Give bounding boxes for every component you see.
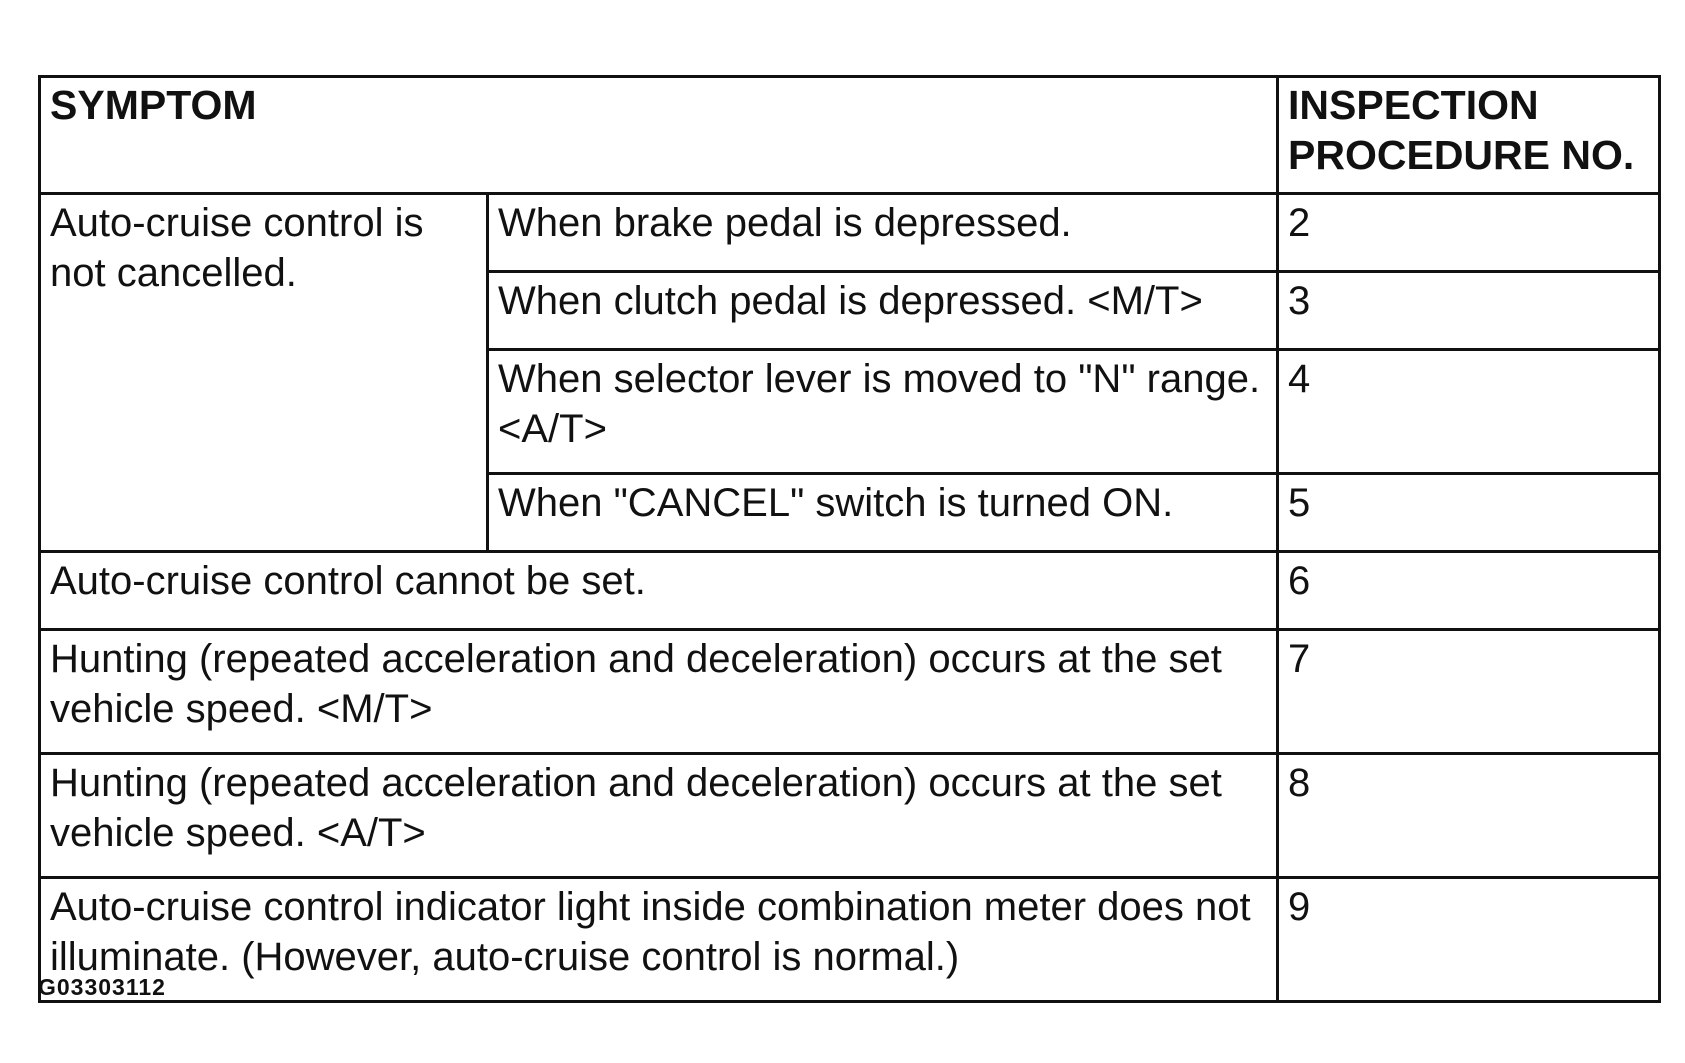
table-row <box>40 754 1660 878</box>
table-row <box>40 630 1660 754</box>
procedure-number-cell: 6 <box>1278 552 1660 630</box>
symptom-cell: Hunting (repeated acceleration and deceleration) occurs at the set vehicle speed. <A/T> <box>40 754 1278 878</box>
table-row <box>40 878 1660 1002</box>
table-header-row <box>40 77 1660 194</box>
condition-cell: When selector lever is moved to "N" range. <A/T> <box>488 350 1278 474</box>
symptom-cell: Hunting (repeated acceleration and deceleration) occurs at the set vehicle speed. <M/T> <box>40 630 1278 754</box>
condition-cell: When clutch pedal is depressed. <M/T> <box>488 272 1278 350</box>
symptom-cell: Auto-cruise control indicator light inside combination meter does not illuminate. (However, auto-cruise control is normal.) <box>40 878 1278 1002</box>
procedure-number-cell: 3 <box>1278 272 1660 350</box>
table-row <box>40 552 1660 630</box>
procedure-number-cell: 7 <box>1278 630 1660 754</box>
condition-cell: When brake pedal is depressed. <box>488 194 1278 272</box>
procedure-number-cell: 9 <box>1278 878 1660 1002</box>
procedure-number-cell: 2 <box>1278 194 1660 272</box>
symptom-table <box>38 75 1661 1003</box>
procedure-number-cell: 4 <box>1278 350 1660 474</box>
symptom-cell: Auto-cruise control cannot be set. <box>40 552 1278 630</box>
figure-id: G03303112 <box>38 974 166 1000</box>
condition-cell: When "CANCEL" switch is turned ON. <box>488 474 1278 552</box>
procedure-number-cell: 5 <box>1278 474 1660 552</box>
header-inspection-procedure: INSPECTION PROCEDURE NO. <box>1278 77 1660 194</box>
group-symptom-label: Auto-cruise control is not cancelled. <box>40 194 488 552</box>
procedure-number-cell: 8 <box>1278 754 1660 878</box>
header-symptom: SYMPTOM <box>40 77 1278 194</box>
table-row <box>40 194 1660 272</box>
